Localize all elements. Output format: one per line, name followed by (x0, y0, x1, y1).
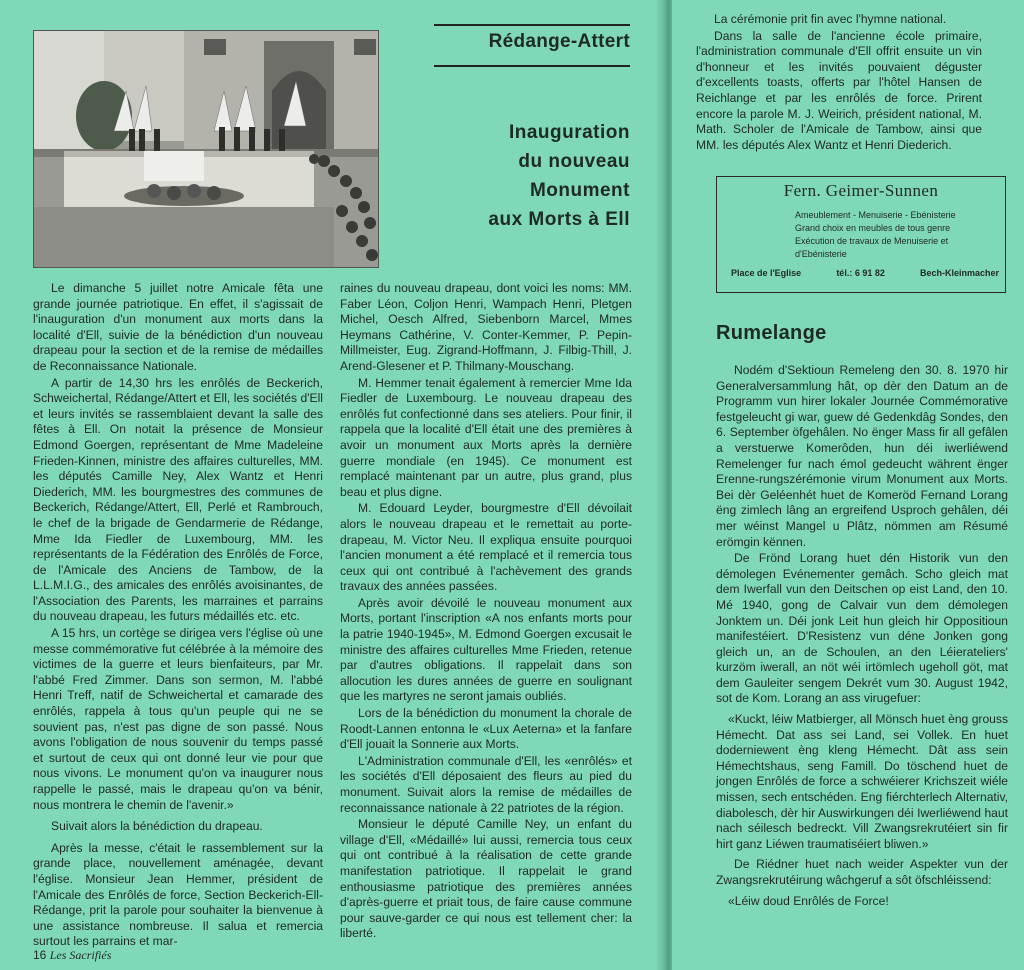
paragraph: Nodém d'Sektioun Remeleng den 30. 8. 1970 hir Generalversammlung hât, op dèr den Datum an de Programm vun hirer lokaler Journée Commémorative festgeleucht gi war, guew dé Gedenkdâg Sondes, den 6. September öfgehâlen. No ënger Mass fir all gefâlen a verstuerwe Komerôden, hun déi iwerliéwend Remelenger fur nach émol gedeucht währent ënger Erenne-rungszérémonie virum Monument aux Morts. Bei dèr Geléenhét huet de Komeröd Fernand Lorang ëng zimlech lâng an ergreifend Usproch gehâlen, déi mer wéinst Mangel u Plâtz, nömmen am Résumé erömgin kënnen. (716, 363, 1008, 549)
quote-paragraph: «Léiw doud Enrôlés de Force! (728, 893, 889, 908)
advertisement-contact (731, 268, 999, 278)
advertisement-box (716, 176, 1006, 293)
publication-name: Les Sacrifiés (49, 948, 112, 962)
rumelange-article (716, 363, 1008, 910)
paragraph: La cérémonie prit fin avec l'hymne national. (714, 12, 947, 26)
advertiser-address: Place de l'Eglise (731, 268, 802, 278)
paragraph: raines du nouveau drapeau, dont voici les noms: MM. Faber Léon, Coljon Henri, Wampach Henri, Pletgen Michel, Oesch Alfred, Siebenborn Marcel, Mmes Heymans Cathérine, V. Conter-Kemmer, P. Pepin-Millmeister, Eug. Zigrand-Hoffmann, J. Filbig-Thill, J. Arend-Glesener et P. Thilmany-Mouschang. (340, 281, 632, 373)
advertisement-line: Grand choix en meubles de tous genre (795, 223, 951, 233)
paragraph: Dans la salle de l'ancienne école primaire, l'administration communale d'Ell offrit ensuite un vin d'honneur et les invités pouvaient déguster d'excellents toasts, offerts par l'hôtel Hansen de Reichlange et par les enrôlés de force. Prirent encore la parole M. J. Weirich, président national, M. Math. Scholer de l'Amicale de Tambow, ainsi que MM. les députés Alex Wantz et Henri Diederich. (696, 28, 982, 152)
paragraph: A partir de 14,30 hrs les enrôlés de Beckerich, Schweichertal, Rédange/Attert et Ell, les sociétés d'Ell et leurs invités se rassemblaient devant la salle des fêtes à Ell. On notait la présence de Monsieur Edmond Goergen, représentant de Mme Madeleine Frieden-Kinnen, ministre des affaires culturelles, MM. les députés Camille Ney, Alex Wantz et Henri Diederich, MM. les bourgmestres des communes de Beckerich, Rédange/Attert, Ell, Perlé et Rambrouch, le chef de la brigade de Gendarmerie de Rédange, Mme Ida Fiedler de Luxembourg, MM. les représentants de la Fédération des Enrôlés de Force, de l'Amicale des Anciens de Tambow, de la L.L.M.I.G., des amicales des enrôlés avoisinantes, de l'Association des Parents, les marraines et parrains du nouveau drapeau, les futurs médaillés etc. etc. (33, 375, 323, 624)
advertisement-line: Ameublement - Menuiserie - Ebénisterie (795, 210, 956, 220)
paragraph: Suivait alors la bénédiction du drapeau. (51, 819, 263, 834)
paragraph: L'Administration communale d'Ell, les «enrôlés» et les sociétés d'Ell déposaient des fleurs au pied du monument. Suivait alors la remise de médailles de reconnaissance nationale à 22 patriotes de la région. (340, 753, 632, 815)
quote-paragraph: «Kuckt, léiw Matbierger, all Mönsch huet èng grouss Hémecht. Dat ass sei Land, sei Vollek. En huet doderniewent èng kleng Hémecht. Dât ass sein Hémechtshaus, seng Famill. Do töschend huet de jongen Enrôlés de force a schwéierer Krichszeit wiéle missen, sech entschéden. Eng fiérchterlech Alternativ, diabolesch, dèr hir Auswirkungen déi Iwerliéwend haut nach séilesch bedreckt. Vill Zwangsrekrutéiert sin fir hirt ganz Liéwen traumatiséiert bliwen.» (716, 712, 1008, 851)
paragraph: M. Hemmer tenait également à remercier Mme Ida Fiedler de Luxembourg. Le nouveau drapeau des enrôlés fut confectionné dans ses ateliers. Pour finir, il rappela que la localité d'Ell était une des premières à avoir un monument aux Morts après la dernière guerre mondiale (en 1945). Ce monument est remplacé maintenant par un autre, plus grand, plus beau et plus digne. (340, 375, 632, 499)
article-column-1 (33, 281, 323, 951)
right-page (672, 0, 1024, 970)
title-bottom-rule (434, 65, 630, 67)
advertiser-phone: tél.: 6 91 82 (836, 268, 885, 278)
advertisement-line: d'Ebénisterie (795, 249, 847, 259)
paragraph: Après la messe, c'était le rassemblement sur la grande place, nouvellement aménagée, devant l'église. Monsieur Jean Hemmer, président de l'Amicale des Enrôlés de force, Section Beckerich-Ell-Rédange, prit la parole pour souhaiter la bienvenue à une assistance nombreuse. Il salua et remercia surtout les parrains et mar- (33, 840, 323, 949)
article-title-line: Monument (529, 180, 630, 201)
region-title-redange: Rédange-Attert (488, 31, 630, 52)
paragraph: A 15 hrs, un cortège se dirigea vers l'église où une messe commémorative fut célébrée à la mémoire des victimes de la guerre et leurs bienfaiteurs, par Mr. l'abbé Fred Zimmer. Dans son sermon, M. l'abbé Henri Treff, natif de Schweichertal et camarade des enrôlés, rappela à tous qu'un peuple qui ne se souvient pas, n'est pas digne de son passé. Nous avons l'obligation de nous souvenir du temps passé et surtout de ceux qui ont donné leur vie pour que nous vivons. Le monument qu'on va inaugurer nous rappelle le passé, mais le drapeau qu'on va bénir, nous montrera le chemin de l'avenir.» (33, 626, 323, 812)
paragraph: Monsieur le député Camille Ney, un enfant du village d'Ell, «Médaillé» lui aussi, remercia tous ceux qui ont contribué à la réalisation de cette grande manifestation patriotique. Il rappelait le grand enthousiasme patriotique des premières années d'après-guerre et priait tous, de faire cause commune pour sauve-garder ce qui nous est tellement cher: la liberté. (340, 817, 632, 941)
paragraph: M. Edouard Leyder, bourgmestre d'Ell dévoilait alors le nouveau drapeau et le remettait au porte-drapeau, M. Victor Neu. Il expliqua ensuite pourquoi l'ancien monument a été remplacé et il remercia tous ceux qui ont contribué à l'achèvement des grands travaux des années passées. (340, 501, 632, 594)
paragraph: De Riédner huet nach weider Aspekter vun der Zwangsrekrutéirung wâchgeruf a sôt öfschléissend: (716, 857, 1008, 887)
paragraph: Lors de la bénédiction du monument la chorale de Roodt-Lannen entonna le «Lux Aeterna» et la fanfare d'Ell jouait la Sonnerie aux Morts. (340, 706, 632, 752)
article-column-2 (340, 281, 632, 943)
article-title-line: du nouveau (518, 151, 630, 172)
article-continuation (696, 12, 982, 154)
advertiser-town: Bech-Kleinmacher (919, 268, 999, 278)
page-footer (33, 948, 111, 963)
paragraph: Après avoir dévoilé le nouveau monument aux Morts, portant l'inscription «A nos enfants morts pour la patrie 1940-1945», M. Edmond Goergen excusait le ministre des affaires culturelles Mme Frieden, retenue par d'autres obligations. Il rappelait dans son allocution les dures années de guerre en soulignant que les martyres ne seront jamais oubliés. (340, 595, 632, 704)
paragraph: De Frönd Lorang huet dén Historik vun den démolegen Evénementer gemâch. Scho gleich mat dem Iwerfall vun den Deitschen op eist Land, den 10. Mé 1940, gong de Calvair vun dem démolegen Jonktem un. Déi jonk Leit hun gleich hir Oppositioun manifestéiert. D'Resistenz vun déne Jonken gong gleich un, an de Schoulen, an den Léierateliers' kurzöm iwerall, an nöt wéi irtömlech ugeholl göt, mat dem Gauleiter sengem Dekrét vum 30. August 1942, sot de Kom. Lorang an ass virugefuer: (716, 551, 1008, 706)
article-title (420, 118, 630, 234)
advertisement-lines (795, 209, 1005, 261)
advertisement-line: Exécution de travaux de Menuiserie et (795, 236, 949, 246)
monument-photo (33, 30, 379, 268)
region-title-rumelange: Rumelange (716, 322, 827, 344)
advertiser-name: Fern. Geimer-Sunnen (783, 181, 939, 200)
title-top-rule (434, 24, 630, 26)
page-number: 16 (33, 948, 47, 962)
paragraph: Le dimanche 5 juillet notre Amicale fêta une grande journée patriotique. En effet, il s'agissait de l'inauguration d'un monument aux morts dans la localité d'Ell, suivie de la bénédiction d'un nouveau drapeau pour la section et de la remise de médailles de Reconnaissance Nationale. (33, 281, 323, 373)
article-title-line: aux Morts à Ell (488, 209, 630, 230)
article-title-line: Inauguration (508, 122, 630, 143)
